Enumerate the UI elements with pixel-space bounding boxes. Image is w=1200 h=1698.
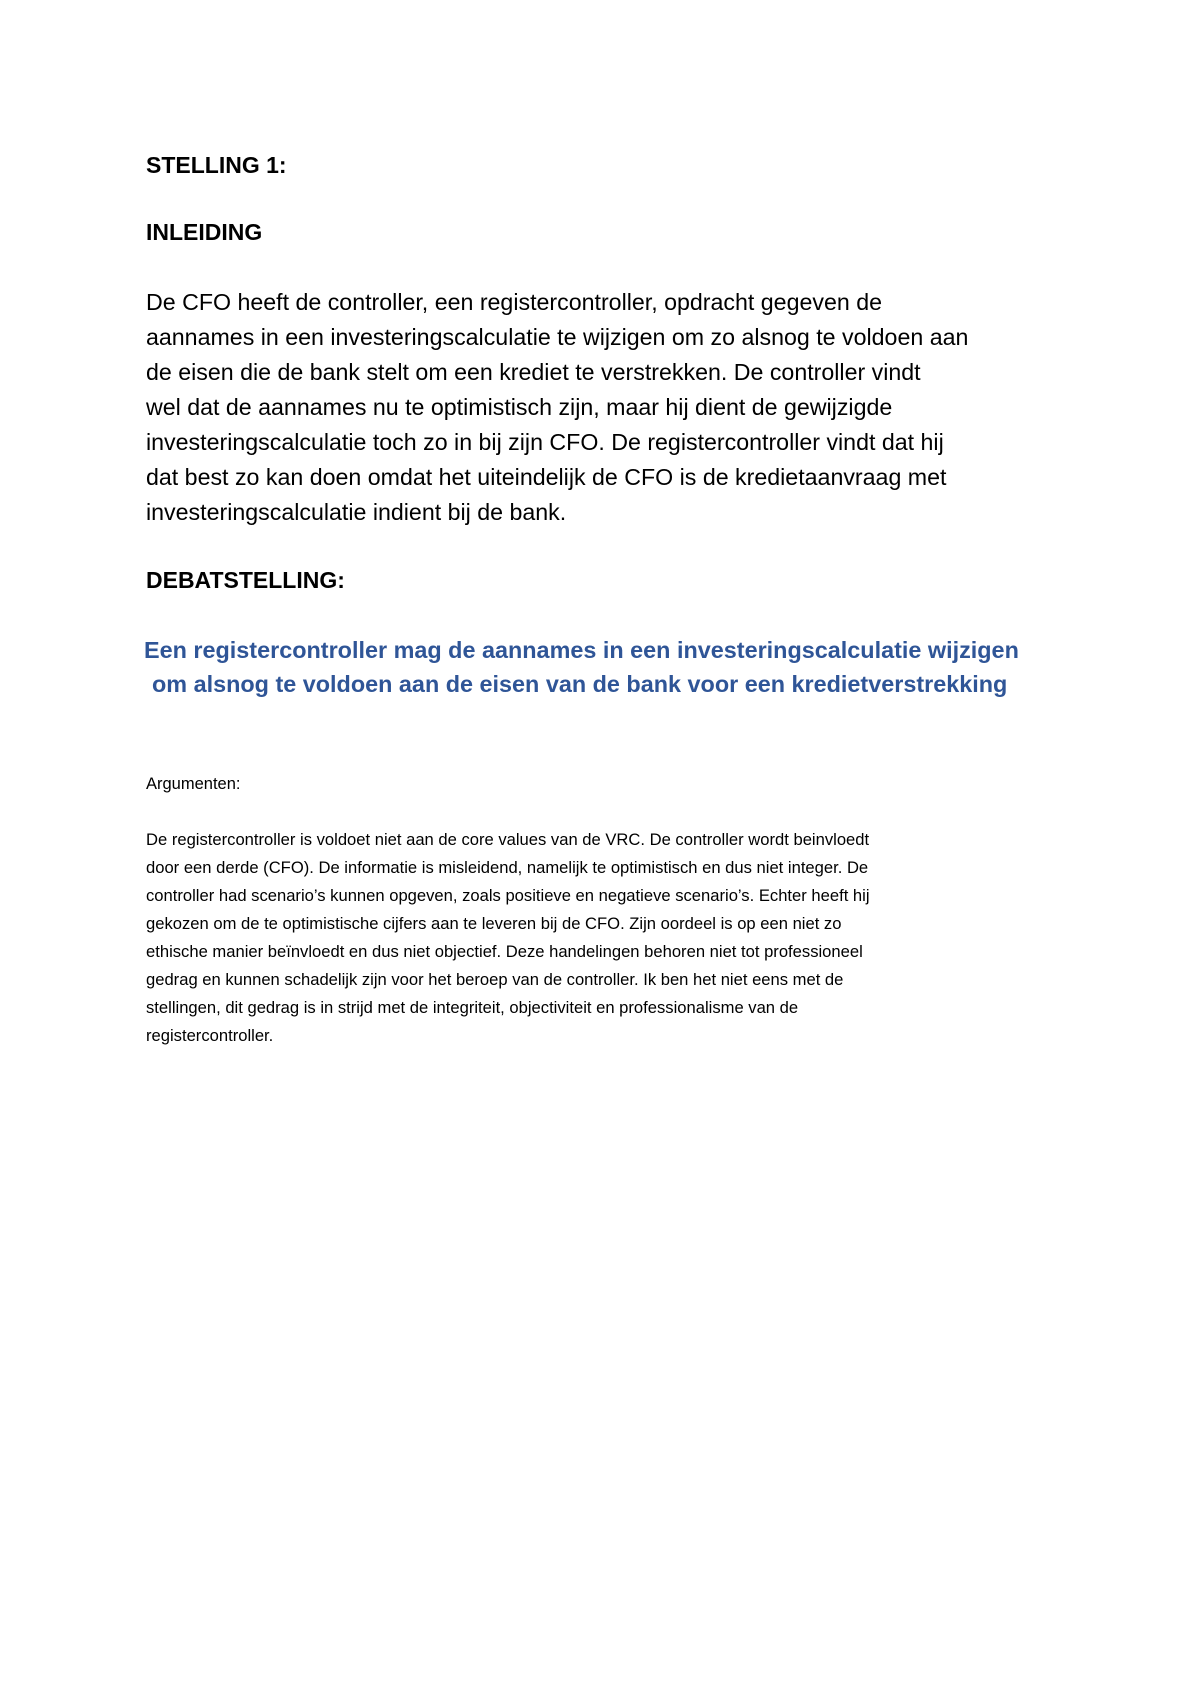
arguments-paragraph	[146, 826, 1046, 1050]
arguments-line: registercontroller.	[146, 1026, 274, 1045]
arguments-line: controller had scenario’s kunnen opgeven, zoals positieve en negatieve scenario’s. Echter heeft hij	[146, 886, 870, 905]
intro-line: investeringscalculatie indient bij de bank.	[146, 499, 567, 525]
arguments-line: gekozen om de te optimistische cijfers aan te leveren bij de CFO. Zijn oordeel is op een niet zo	[146, 914, 842, 933]
statement-line: om alsnog te voldoen aan de eisen van de bank voor een kredietverstrekking	[152, 671, 1008, 697]
intro-line: wel dat de aannames nu te optimistisch zijn, maar hij dient de gewijzigde	[146, 394, 893, 420]
intro-line: investeringscalculatie toch zo in bij zijn CFO. De registercontroller vindt dat hij	[146, 429, 944, 455]
arguments-line: De registercontroller is voldoet niet aan de core values van de VRC. De controller wordt beinvloedt	[146, 830, 870, 849]
arguments-label: Argumenten:	[146, 775, 241, 793]
arguments-line: stellingen, dit gedrag is in strijd met de integriteit, objectiviteit en professionalisme van de	[146, 998, 799, 1017]
intro-line: de eisen die de bank stelt om een krediet te verstrekken. De controller vindt	[146, 359, 921, 385]
document-title: STELLING 1:	[146, 152, 287, 178]
statement-line: Een registercontroller mag de aannames in een investeringscalculatie wijzigen	[144, 637, 1019, 663]
intro-line: De CFO heeft de controller, een registercontroller, opdracht gegeven de	[146, 289, 882, 315]
arguments-line: door een derde (CFO). De informatie is misleidend, namelijk te optimistisch en dus niet integer. De	[146, 858, 869, 877]
debate-statement	[144, 633, 1064, 701]
arguments-line: ethische manier beïnvloedt en dus niet objectief. Deze handelingen behoren niet tot professioneel	[146, 942, 863, 961]
intro-line: dat best zo kan doen omdat het uiteindelijk de CFO is de kredietaanvraag met	[146, 464, 947, 490]
intro-paragraph	[146, 285, 1076, 530]
debate-heading: DEBATSTELLING:	[146, 567, 345, 593]
intro-heading: INLEIDING	[146, 219, 263, 245]
arguments-line: gedrag en kunnen schadelijk zijn voor het beroep van de controller. Ik ben het niet eens met de	[146, 970, 844, 989]
intro-line: aannames in een investeringscalculatie te wijzigen om zo alsnog te voldoen aan	[146, 324, 969, 350]
